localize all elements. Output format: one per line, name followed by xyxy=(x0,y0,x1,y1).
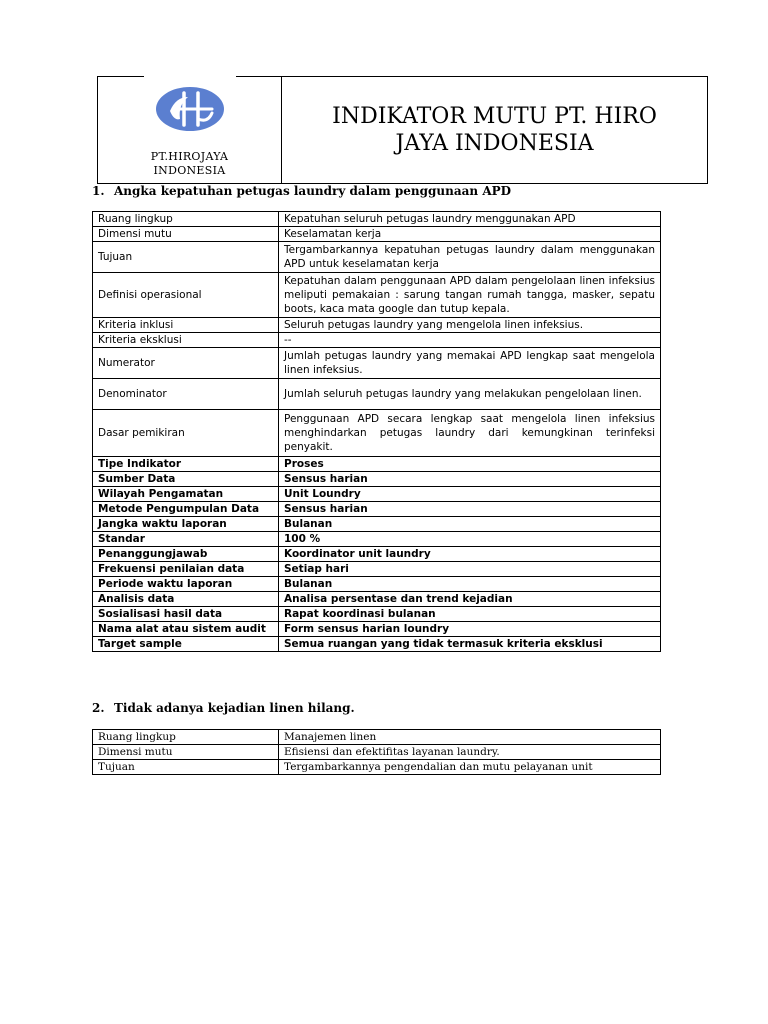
row-label: Nama alat atau sistem audit xyxy=(93,622,279,637)
row-label: Penanggungjawab xyxy=(93,547,279,562)
row-label: Numerator xyxy=(93,348,279,379)
row-label: Target sample xyxy=(93,637,279,652)
row-value: Keselamatan kerja xyxy=(279,227,661,242)
row-value: Tergambarkannya kepatuhan petugas laundry dalam menggunakan APD untuk keselamatan kerja xyxy=(279,242,661,273)
section-2-heading: 2. Tidak adanya kejadian linen hilang. xyxy=(92,701,355,715)
table-row xyxy=(93,318,661,333)
row-value: Semua ruangan yang tidak termasuk kriteria eksklusi xyxy=(279,637,661,652)
row-label: Tujuan xyxy=(93,242,279,273)
row-value: Koordinator unit laundry xyxy=(279,547,661,562)
table-row xyxy=(93,502,661,517)
table-row xyxy=(93,457,661,472)
table-row xyxy=(93,273,661,318)
table-row xyxy=(93,348,661,379)
row-value: Seluruh petugas laundry yang mengelola linen infeksius. xyxy=(279,318,661,333)
table-row xyxy=(93,562,661,577)
row-label: Tujuan xyxy=(93,760,279,775)
row-label: Ruang lingkup xyxy=(93,212,279,227)
indicator-table-2 xyxy=(92,729,661,775)
row-value: Bulanan xyxy=(279,577,661,592)
document-title: INDIKATOR MUTU PT. HIRO JAYA INDONESIA xyxy=(332,104,657,156)
row-value: Manajemen linen xyxy=(279,730,661,745)
table-row xyxy=(93,745,661,760)
company-name: PT.HIROJAYA INDONESIA xyxy=(150,150,229,177)
row-value: Proses xyxy=(279,457,661,472)
table-row xyxy=(93,410,661,457)
table-row xyxy=(93,547,661,562)
hiro-jaya-logo-icon xyxy=(154,85,226,133)
row-label: Sosialisasi hasil data xyxy=(93,607,279,622)
row-label: Denominator xyxy=(93,379,279,410)
row-value: Jumlah petugas laundry yang memakai APD lengkap saat mengelola linen infeksius. xyxy=(279,348,661,379)
row-label: Dimensi mutu xyxy=(93,745,279,760)
row-value: Sensus harian xyxy=(279,472,661,487)
table-row xyxy=(93,333,661,348)
table-row xyxy=(93,592,661,607)
row-value: Sensus harian xyxy=(279,502,661,517)
row-label: Ruang lingkup xyxy=(93,730,279,745)
row-label: Periode waktu laporan xyxy=(93,577,279,592)
row-label: Sumber Data xyxy=(93,472,279,487)
row-label: Wilayah Pengamatan xyxy=(93,487,279,502)
row-label: Jangka waktu laporan xyxy=(93,517,279,532)
table-row xyxy=(93,607,661,622)
row-label: Tipe Indikator xyxy=(93,457,279,472)
row-value: Analisa persentase dan trend kejadian xyxy=(279,592,661,607)
row-label: Standar xyxy=(93,532,279,547)
row-label: Dimensi mutu xyxy=(93,227,279,242)
section-1-heading: 1. Angka kepatuhan petugas laundry dalam penggunaan APD xyxy=(92,184,512,198)
row-label: Kriteria eksklusi xyxy=(93,333,279,348)
table-row xyxy=(93,517,661,532)
table-row xyxy=(93,577,661,592)
row-value: Jumlah seluruh petugas laundry yang melakukan pengelolaan linen. xyxy=(279,379,661,410)
row-value: Bulanan xyxy=(279,517,661,532)
row-label: Analisis data xyxy=(93,592,279,607)
table-row xyxy=(93,212,661,227)
row-label: Dasar pemikiran xyxy=(93,410,279,457)
row-value: 100 % xyxy=(279,532,661,547)
table-row xyxy=(93,242,661,273)
row-label: Metode Pengumpulan Data xyxy=(93,502,279,517)
row-value: Penggunaan APD secara lengkap saat mengelola linen infeksius menghindarkan petugas laundry dari kemungkinan terinfeksi penyakit. xyxy=(279,410,661,457)
row-value: Kepatuhan seluruh petugas laundry menggunakan APD xyxy=(279,212,661,227)
row-value: Setiap hari xyxy=(279,562,661,577)
row-value: Form sensus harian loundry xyxy=(279,622,661,637)
row-value: -- xyxy=(279,333,661,348)
table-row xyxy=(93,487,661,502)
table-row xyxy=(93,622,661,637)
table-row xyxy=(93,637,661,652)
row-label: Frekuensi penilaian data xyxy=(93,562,279,577)
logo-cell xyxy=(98,77,282,183)
table-row xyxy=(93,760,661,775)
row-value: Kepatuhan dalam penggunaan APD dalam pengelolaan linen infeksius meliputi pemakaian : sarung tangan rumah tangga, masker, sepatu boots, kaca mata google dan tutup kepala. xyxy=(279,273,661,318)
row-value: Efisiensi dan efektifitas layanan laundry. xyxy=(279,745,661,760)
row-label: Kriteria inklusi xyxy=(93,318,279,333)
row-value: Rapat koordinasi bulanan xyxy=(279,607,661,622)
document-header xyxy=(97,76,708,184)
indicator-table-1 xyxy=(92,211,661,652)
table-row xyxy=(93,379,661,410)
row-value: Unit Loundry xyxy=(279,487,661,502)
table-row xyxy=(93,730,661,745)
table-row xyxy=(93,227,661,242)
table-row xyxy=(93,472,661,487)
table-row xyxy=(93,532,661,547)
row-value: Tergambarkannya pengendalian dan mutu pelayanan unit xyxy=(279,760,661,775)
row-label: Definisi operasional xyxy=(93,273,279,318)
